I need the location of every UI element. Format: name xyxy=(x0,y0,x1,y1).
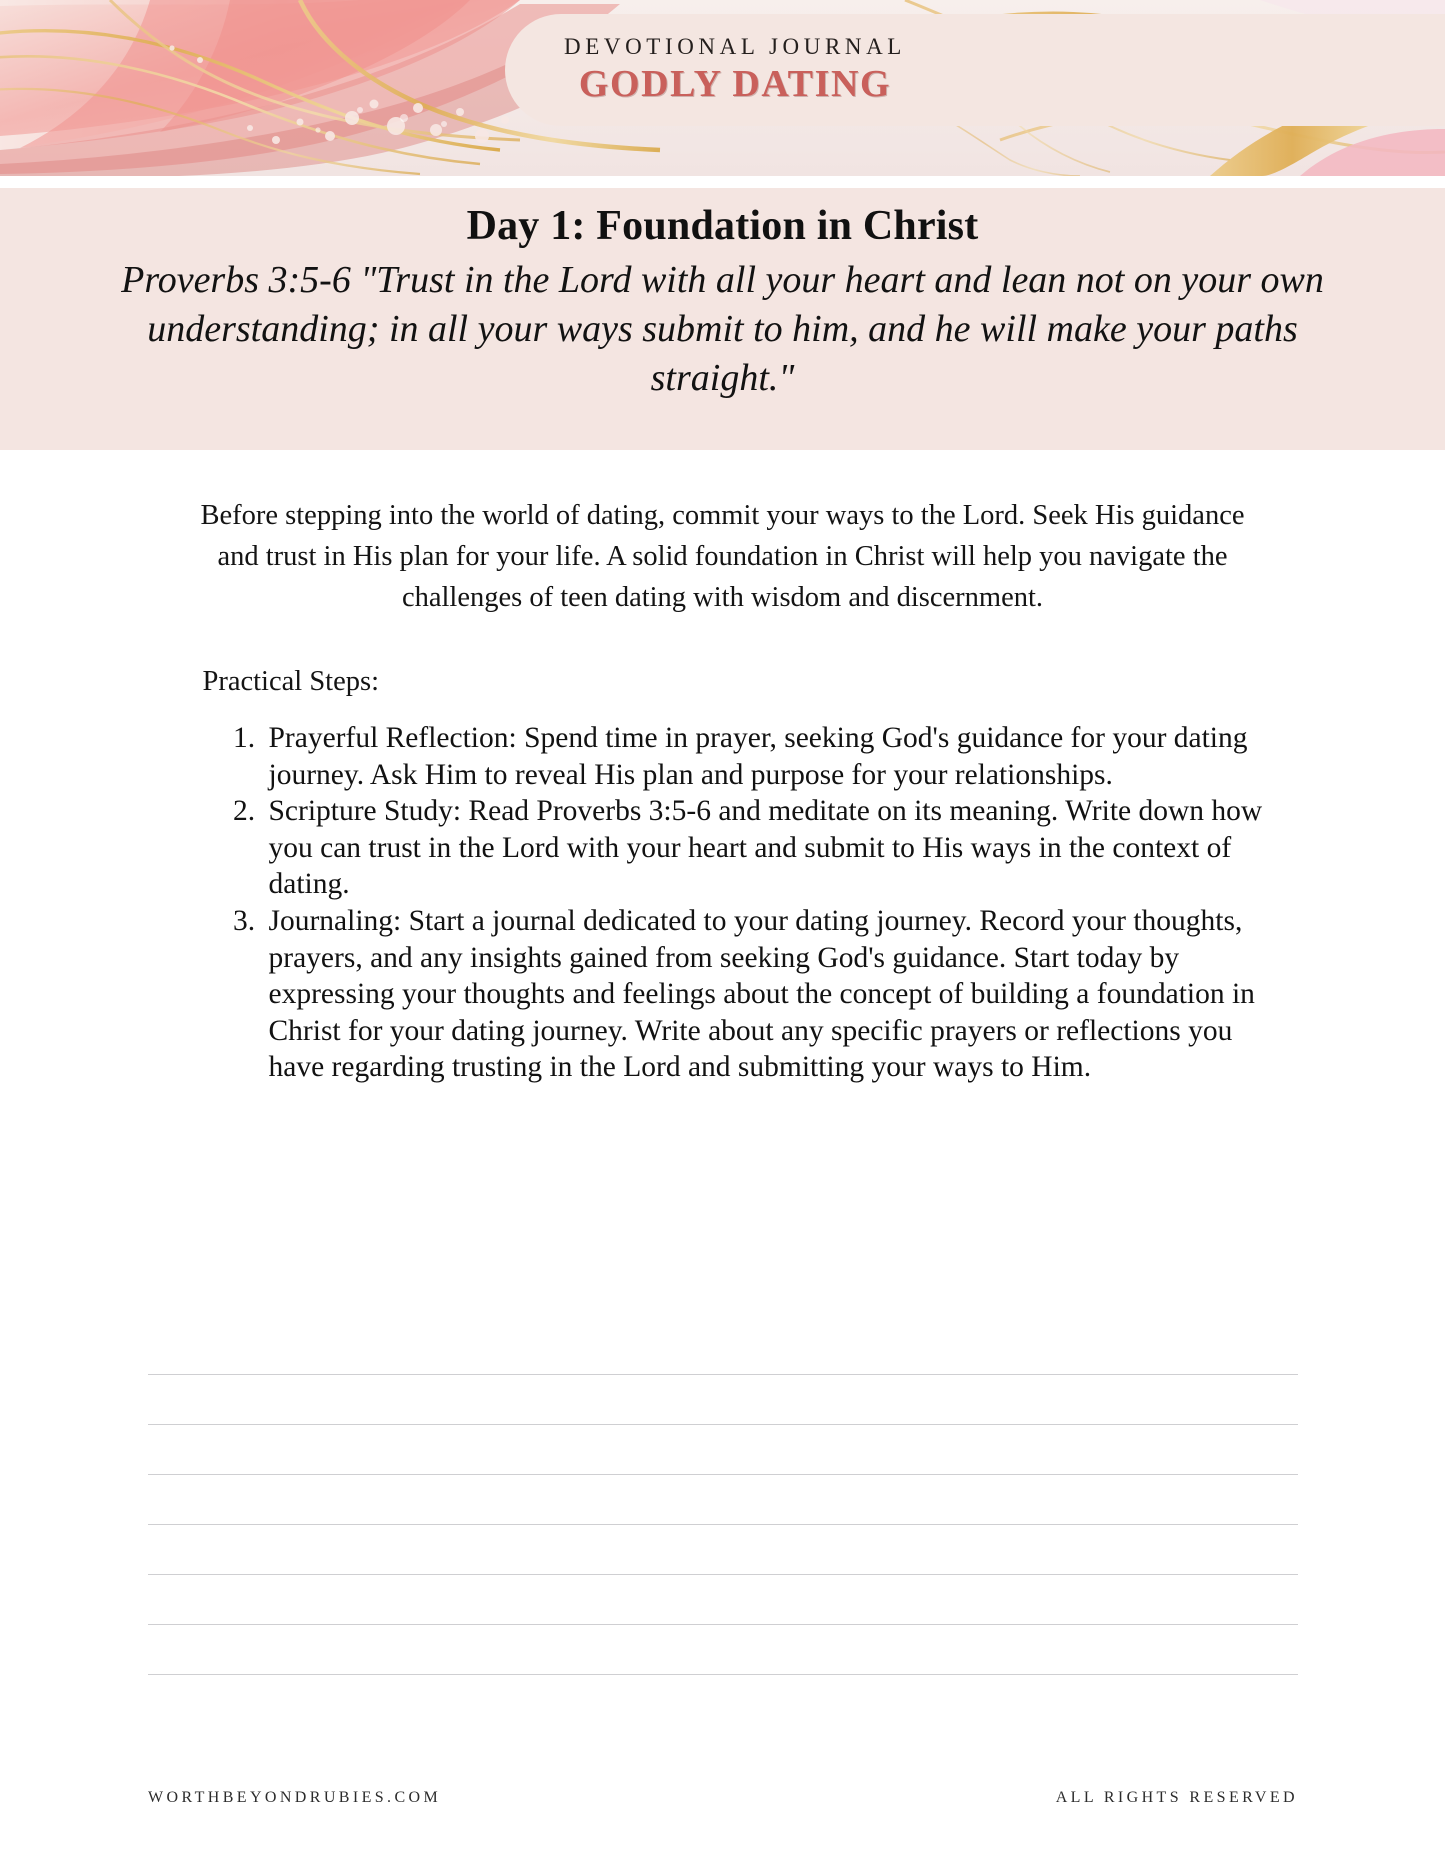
page-title: Day 1: Foundation in Christ xyxy=(466,203,979,249)
footer-rights-text: ALL RIGHTS RESERVED xyxy=(1055,1789,1298,1806)
list-item: 1. Prayerful Reflection: Spend time in prayer, seeking God's guidance for your dating journey. Ask Him to reveal His plan and purpose for your relationships. xyxy=(263,720,1283,793)
writing-line[interactable] xyxy=(148,1474,1298,1475)
writing-line[interactable] xyxy=(148,1674,1298,1675)
writing-line[interactable] xyxy=(148,1424,1298,1425)
journal-writing-lines[interactable] xyxy=(148,1374,1298,1675)
header-brand-title: GODLY DATING xyxy=(578,63,892,105)
list-item: 3. Journaling: Start a journal dedicated to your dating journey. Record your thoughts, prayers, and any insights gained from seeking God's guidance. Start today by expressing your thoughts and feelings about the concept of building a foundation in Christ for your dating journey. Write about any specific prayers or reflections you have regarding trusting in the Lord and submitting your ways to Him. xyxy=(263,903,1283,1086)
practical-steps-list xyxy=(163,720,1283,1086)
writing-line[interactable] xyxy=(148,1524,1298,1525)
verse-band xyxy=(0,188,1445,450)
practical-steps-heading: Practical Steps: xyxy=(202,666,379,698)
writing-line[interactable] xyxy=(148,1374,1298,1375)
main-content xyxy=(0,450,1445,1086)
page-footer xyxy=(148,1789,1298,1807)
intro-paragraph: Before stepping into the world of dating, commit your ways to the Lord. Seek His guidance and trust in His plan for your life. A solid foundation in Christ will help you navigate the challenges of teen dating with wisdom and discernment. xyxy=(200,500,1245,614)
scripture-verse: Proverbs 3:5-6 "Trust in the Lord with all your heart and lean not on your own understanding; in all your ways submit to him, and he will make your paths straight." xyxy=(121,258,1324,400)
header-title-badge xyxy=(505,14,1445,126)
footer-site-url: WORTHBEYONDRUBIES.COM xyxy=(148,1789,442,1806)
list-item: 2. Scripture Study: Read Proverbs 3:5-6 and meditate on its meaning. Write down how you can trust in the Lord with your heart and submit to His ways in the context of dating. xyxy=(263,793,1283,903)
writing-line[interactable] xyxy=(148,1574,1298,1575)
writing-line[interactable] xyxy=(148,1624,1298,1625)
header-kicker: DEVOTIONAL JOURNAL xyxy=(564,34,906,59)
page-header-banner xyxy=(0,0,1445,176)
